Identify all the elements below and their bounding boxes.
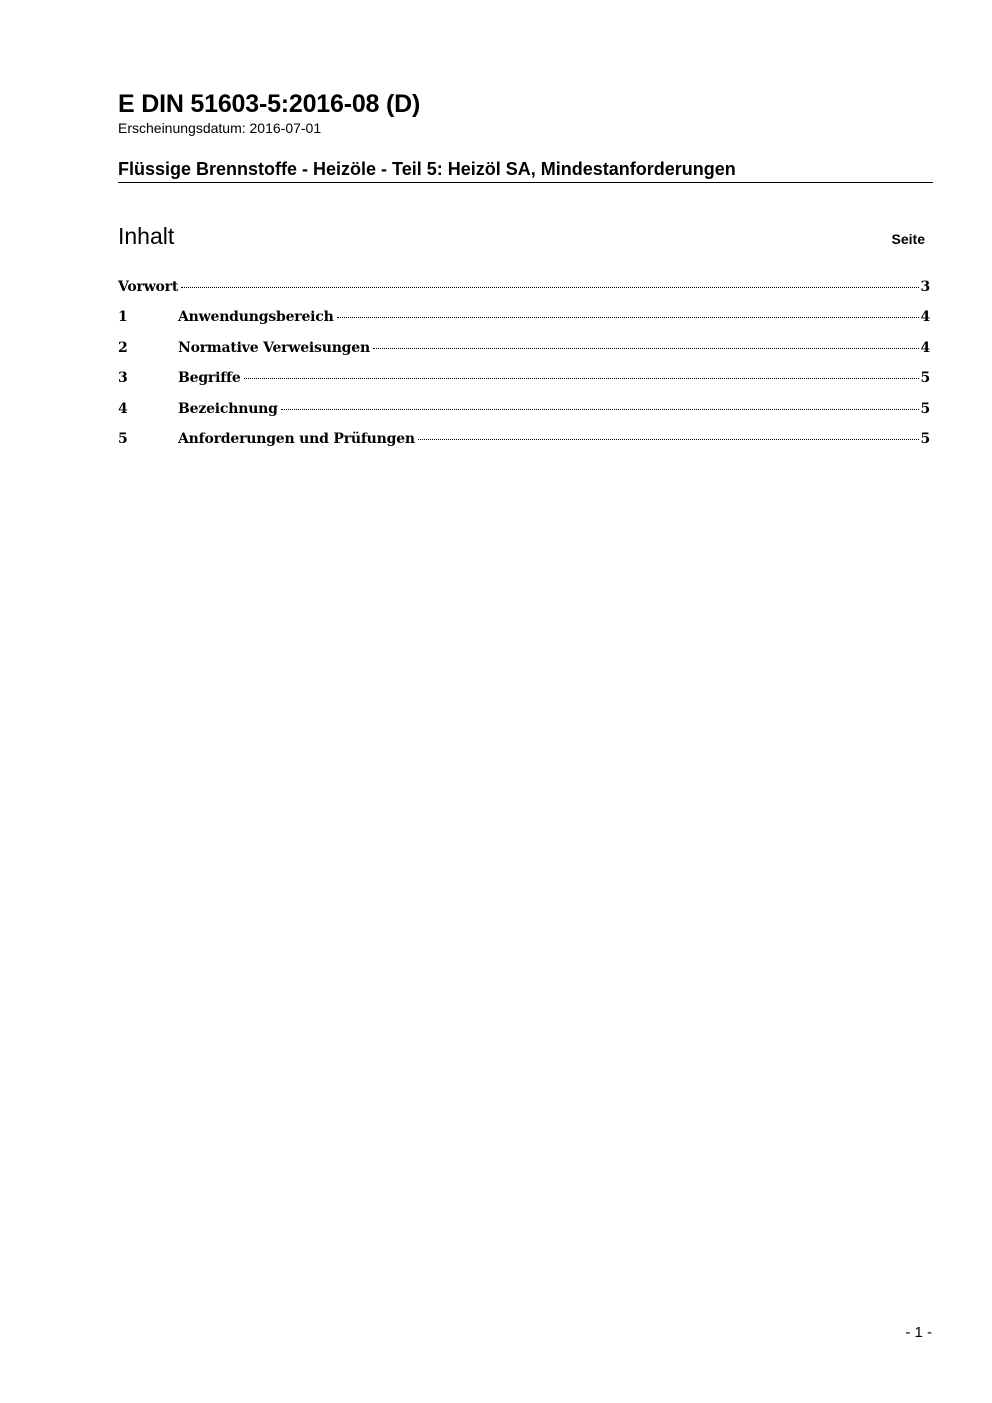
toc-entry-begriffe[interactable] — [118, 370, 930, 400]
toc-entry-page: 5 — [920, 400, 930, 417]
toc-entry-text: Vorwort — [118, 279, 179, 295]
toc-dot-leader — [281, 409, 920, 410]
toc-entry-number: 4 — [118, 400, 128, 417]
toc-entry-page: 5 — [920, 370, 930, 387]
table-of-contents — [118, 279, 930, 461]
toc-dot-leader — [337, 317, 920, 318]
toc-heading: Inhalt — [118, 223, 175, 249]
toc-entry-number: 5 — [118, 430, 128, 447]
toc-entry-page: 3 — [920, 279, 930, 295]
toc-heading-row — [118, 222, 925, 250]
document-id: E DIN 51603-5:2016-08 (D) — [118, 90, 421, 118]
toc-dot-leader — [244, 378, 920, 379]
toc-entry-page: 4 — [920, 339, 930, 356]
toc-entry-normative-verweisungen[interactable] — [118, 340, 930, 370]
toc-entry-vorwort[interactable] — [118, 279, 930, 309]
toc-entry-text: Bezeichnung — [178, 400, 278, 417]
toc-page-column-label: Seite — [891, 231, 925, 247]
toc-entry-text: Anforderungen und Prüfungen — [178, 430, 415, 447]
document-header — [118, 89, 933, 136]
toc-dot-leader — [181, 287, 919, 288]
page-number: - 1 - — [905, 1324, 932, 1341]
publication-date: Erscheinungsdatum: 2016-07-01 — [118, 120, 322, 136]
toc-entry-anforderungen-und-pruefungen[interactable] — [118, 431, 930, 461]
toc-dot-leader — [373, 348, 920, 349]
toc-entry-bezeichnung[interactable] — [118, 401, 930, 431]
toc-entry-number: 2 — [118, 339, 128, 356]
toc-entry-page: 4 — [920, 309, 930, 326]
toc-entry-text: Normative Verweisungen — [178, 339, 370, 356]
toc-entry-text: Anwendungsbereich — [178, 309, 334, 326]
toc-dot-leader — [418, 439, 920, 440]
toc-entry-page: 5 — [920, 430, 930, 447]
toc-entry-number: 3 — [118, 370, 128, 387]
toc-entry-number: 1 — [118, 309, 128, 326]
document-title: Flüssige Brennstoffe - Heizöle - Teil 5: Heizöl SA, Mindestanforderungen — [118, 158, 933, 183]
toc-entry-text: Begriffe — [178, 370, 241, 387]
toc-entry-anwendungsbereich[interactable] — [118, 309, 930, 339]
